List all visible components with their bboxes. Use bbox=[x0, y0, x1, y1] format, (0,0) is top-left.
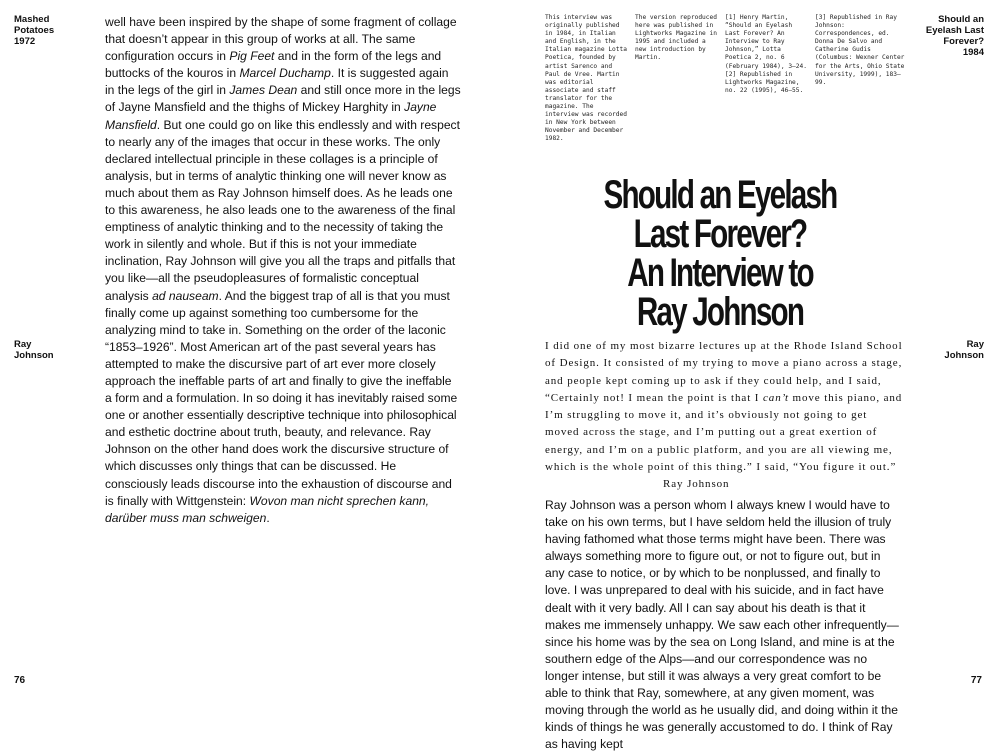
note-column-2: The version reproduced here was published in Lightworks Magazine in 1995 and included a new introduction by Martin. bbox=[635, 14, 717, 62]
page-number-right: 77 bbox=[970, 675, 982, 686]
body-paragraph: well have been inspired by the shape of some fragment of collage that doesn’t appear in this group of works at all. The same configuration occurs in Pig Feet and in the form of the legs and buttocks of the kouros in Marcel Duchamp. It is suggested again in the legs of the girl in James Dean and still once more in the legs of Jayne Mansfield and the thighs of Mickey Harghity in Jayne Mansfield. But one could go on like this endlessly and with respect to nearly any of the images that occur in these works. The only declared intellectual principle in these collages is a principle of analysis, but in terms of analytic thinking one will never know as much about them as Ray Johnson himself does. As he leads one to this awareness, he also leads one to the awareness of the final emptiness of analytic thinking and to the necessity of taking the work in silently and whole. But if this is not your immediate inclination, Ray Johnson will give you all the traps and pitfalls that you like—all the pseudopleasures of formalistic conceptual analysis ad nauseam. And the biggest trap of all is that you must finally come up against something too cumbersome for the analyzing mind to take in. Something on the order of the laconic “1853–1926”. Most American art of the past several years has attempted to make the discursive part of art ever more closely approach the ineffable parts of art and finally to give the ineffable a form and a formulation. In so doing it has inevitably raised some one or another essentially descriptive technique into philosophical and esthetic doctrine about truth, beauty, and relevance. Ray Johnson on the other hand does work the discursive structure of which discusses only things that can be discussed. He consciously leads discourse into the exhaustion of discourse and is finally with Wittgenstein: Wovon man nicht sprechen kann, darüber muss man schweigen. bbox=[105, 15, 461, 525]
note-column-4: [3] Republished in Ray Johnson: Correspondences, ed. Donna De Salvo and Catherine Gudis (Columbus: Wexner Center for the Arts, Ohio State University, 1999), 183–99. bbox=[815, 14, 905, 86]
running-head-right-author: Ray Johnson bbox=[944, 339, 984, 361]
article-title: Should an Eyelash Last Forever? An Interview to Ray Johnson bbox=[603, 173, 837, 334]
body-text-right bbox=[545, 497, 900, 753]
note-column-1: This interview was originally published in 1984, in Italian and English, in the Italian magazine Lotta Poetica, founded by artist Sarenco and Paul de Vree. Martin was editorial associate and staff translator for the magazine. The interview was recorded in New York between November and December 1982. bbox=[545, 14, 627, 143]
running-head-left-author: Ray Johnson bbox=[14, 339, 54, 361]
running-head-right-top: Should an Eyelash Last Forever? 1984 bbox=[925, 14, 984, 58]
epigraph-quote: I did one of my most bizarre lectures up at the Rhode Island School of Design. It consisted of my trying to move a piano across a stage, and people kept coming up to ask if they could help, and I said, “Certainly not! I mean the point is that I can’t move this piano, and I’m struggling to move it, and it’s obviously not going to get moved across the stage, and I’m putting out a great exertion of energy, and I’m on a public platform, and you are all viewing me, which is the whole point of this thing.” I said, “You figure it out.” Ray Johnson bbox=[545, 338, 905, 494]
body-paragraph: Ray Johnson was a person whom I always knew I would have to take on his own terms, but I have seldom held the illusion of truly having fathomed what those terms might have been. There was always something more to figure out, or not to figure out, but in any case to notice, or by which to be nonplussed, and finally to love. I was unprepared to deal with his suicide, and in fact have dealt with it very badly. All I can say about his death is that it makes me immensely unhappy. We saw each other infrequently—since his home was by the sea on Long Island, and mine is at the southern edge of the Alps—and our correspondence was no longer intense, but still it was always a very great comfort to be able to think that Ray, somewhere, at any given moment, was moving through the world as he usually did, and doing within it the kinds of things he was generally accustomed to do. I think of Ray as having kept bbox=[545, 498, 899, 752]
page-number-left: 76 bbox=[14, 675, 26, 686]
epigraph-attribution: Ray Johnson bbox=[663, 478, 730, 491]
body-text-left bbox=[105, 14, 461, 527]
note-column-3: [1] Henry Martin, “Should an Eyelash Last Forever? An Interview to Ray Johnson,” Lotta Poetica 2, no. 6 (February 1984), 3–24. [2] Republished in Lightworks Magazine, no. 22 (1995), 46–55. bbox=[725, 14, 807, 94]
running-head-left-top: Mashed Potatoes 1972 bbox=[14, 14, 55, 47]
